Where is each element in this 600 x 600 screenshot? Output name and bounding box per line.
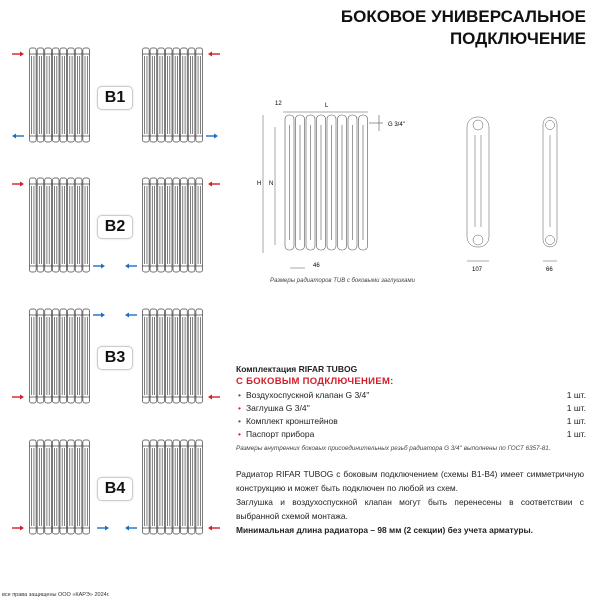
dim-107: 107 xyxy=(472,267,483,273)
dim-L: L xyxy=(325,103,329,109)
dim-66: 66 xyxy=(546,267,553,273)
drawing-caption: Размеры радиаторов TUB с боковыми заглушками xyxy=(270,278,415,284)
kit-item: • Комплект кронштейнов 1 шт. xyxy=(238,416,586,426)
return-arrow-icon xyxy=(125,264,137,269)
kit-note: Размеры внутренних боковых присоединительных резьб радиатора G 3/4'' выполнены по ГОСТ 6357-81. xyxy=(236,445,551,452)
kit-item: • Воздухоспускной клапан G 3/4'' 1 шт. xyxy=(238,390,586,400)
return-arrow-icon xyxy=(93,313,105,318)
copyright: все права защищены ООО «КАРЭ» 2024г. xyxy=(2,592,110,598)
kit-section xyxy=(236,363,586,452)
description-p1: Радиатор RIFAR TUBOG с боковым подключением (схемы B1-B4) имеет симметричную конструкцию и может быть подключен по любой из схем. xyxy=(236,469,584,493)
kit-subheading: С БОКОВЫМ ПОДКЛЮЧЕНИЕМ: xyxy=(236,376,394,387)
supply-arrow-icon xyxy=(12,526,24,531)
return-arrow-icon xyxy=(97,526,109,531)
dim-N: N xyxy=(269,181,274,187)
thread-size: G 3/4'' xyxy=(388,122,405,128)
radiator-icon xyxy=(142,178,203,272)
kit-heading: Комплектация RIFAR TUBOG xyxy=(236,364,358,374)
title-line-1: БОКОВОЕ УНИВЕРСАЛЬНОЕ xyxy=(340,7,586,26)
description xyxy=(236,467,584,537)
supply-arrow-icon xyxy=(12,182,24,187)
title-line-2: ПОДКЛЮЧЕНИЕ xyxy=(449,29,586,48)
front-view xyxy=(285,115,383,250)
description-p3: Минимальная длина радиатора – 98 мм (2 секции) без учета арматуры. xyxy=(236,525,533,535)
description-p2: Заглушка и воздухоспускной клапан могут быть перенесены в соответствии с выбранной схемой монтажа. xyxy=(236,497,584,521)
supply-arrow-icon xyxy=(208,182,220,187)
supply-arrow-icon xyxy=(208,52,220,57)
radiator-icon xyxy=(29,440,90,534)
scheme-label-b2: B2 xyxy=(97,215,133,239)
dim-H: H xyxy=(257,181,262,187)
return-arrow-icon xyxy=(12,134,24,139)
page-title xyxy=(341,6,586,50)
connection-schemes xyxy=(0,0,235,560)
supply-arrow-icon xyxy=(208,526,220,531)
dim-46: 46 xyxy=(313,263,320,269)
radiator-icon xyxy=(142,309,203,403)
radiator-icon xyxy=(29,178,90,272)
supply-arrow-icon xyxy=(12,395,24,400)
kit-item: • Паспорт прибора 1 шт. xyxy=(238,429,586,439)
return-arrow-icon xyxy=(125,526,137,531)
return-arrow-icon xyxy=(93,264,105,269)
scheme-label-b4: B4 xyxy=(97,477,133,501)
radiator-icon xyxy=(29,309,90,403)
return-arrow-icon xyxy=(125,313,137,318)
radiator-icon xyxy=(29,48,90,142)
supply-arrow-icon xyxy=(208,395,220,400)
dim-12: 12 xyxy=(275,101,282,107)
scheme-label-b1: B1 xyxy=(97,86,133,110)
dimension-drawing xyxy=(255,95,600,275)
return-arrow-icon xyxy=(206,134,218,139)
supply-arrow-icon xyxy=(12,52,24,57)
radiator-icon xyxy=(142,48,203,142)
radiator-icon xyxy=(142,440,203,534)
kit-item: • Заглушка G 3/4'' 1 шт. xyxy=(238,403,586,413)
scheme-label-b3: B3 xyxy=(97,346,133,370)
